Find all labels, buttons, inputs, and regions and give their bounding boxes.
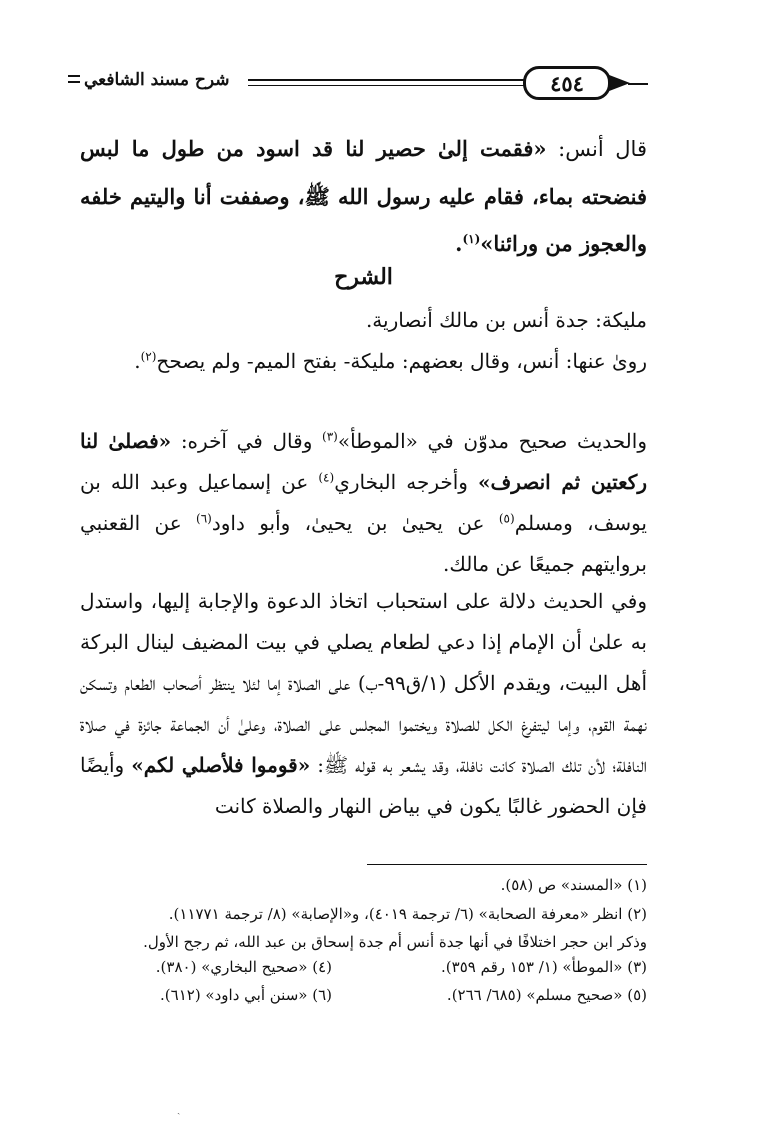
- running-header-title: شرح مسند الشافعي: [84, 70, 230, 90]
- p3-a: والحديث صحيح مدوّن في «الموطأ»: [337, 429, 647, 453]
- paragraph-2: [80, 341, 647, 382]
- hadith-text: [80, 125, 647, 267]
- footnote-2-continuation: وذكر ابن حجر اختلافًا في أنها جدة أنس أم جدة إسحاق بن عبد الله، ثم رجح الأول.: [143, 933, 647, 951]
- p3-d: عن إسماعيل وعبد الله بن يوسف، ومسلم: [80, 470, 647, 535]
- footnote-5: (٥) «صحيح مسلم» (٦٨٥/ ٢٦٦).: [446, 986, 647, 1004]
- paragraph-1-text: مليكة: جدة أنس بن مالك أنصارية.: [365, 308, 647, 332]
- footnote-separator: [367, 864, 647, 865]
- footnote-ref-4: (٤): [318, 470, 335, 485]
- paragraph-1: [80, 300, 647, 341]
- p3-e: عن يحيىٰ بن يحيىٰ، وأبو داود: [211, 511, 499, 535]
- footnote-1: (١) «المسند» ص (٥٨).: [500, 876, 647, 894]
- footnote-2: (٢) انظر «معرفة الصحابة» (٦/ ترجمة ٤٠١٩)، و«الإصابة» (٨/ ترجمة ١١٧٧١).: [168, 905, 647, 923]
- p3-c: وأخرجه البخاري: [334, 470, 478, 494]
- footnote-ref-2: (٢): [140, 349, 157, 364]
- paragraph-3: [80, 421, 647, 585]
- scan-speck: ˎ: [177, 1104, 181, 1115]
- section-heading: الشرح: [334, 264, 393, 290]
- p3-quote: «فصلىٰ لنا ركعتين ثم انصرف»: [80, 429, 647, 494]
- page-number: ٤٥٤: [523, 66, 611, 100]
- header-rule-left: [248, 79, 526, 81]
- p3-f: عن القعنبي بروايتهم جميعًا عن مالك.: [80, 511, 647, 576]
- footnote-ref-6: (٦): [196, 511, 212, 526]
- hadith-matn: «فقمت إلىٰ حصير لنا قد اسود من طول ما لبس فنضحته بماء، فقام عليه رسول الله ﷺ، وصففت أنا واليتيم خلفه والعجوز من ورائنا»: [80, 136, 647, 256]
- paragraph-4: [80, 581, 647, 827]
- p4-a: وفي الحديث دلالة على استحباب اتخاذ الدعوة والإجابة إليها، واستدل به علىٰ أن الإمام إذا دعي لطعام يصلي في بيت المضيف لينال البركة أهل البيت، ويقدم الأكل (١/ق٩٩-ب) على الصلاة إما لئلا ينتظر أصحاب الطعام وتسكن نهمة القوم، وإما ليتفرغ الكل للصلاة ويختموا المجلس على الصلاة، وعلىٰ أن الجماعة جائزة في صلاة النافلة؛ لأن تلك الصلاة كانت نافلة، وقد يشعر به قوله ﷺ:: [80, 589, 648, 777]
- p4-quote: «قوموا فلأصلي لكم»: [131, 753, 311, 777]
- header-rule-right: [628, 83, 648, 85]
- p4-b: وأيضًا فإن الحضور غالبًا يكون في بياض النهار والصلاة كانت: [80, 753, 647, 818]
- paragraph-2-text: رویٰ عنها: أنس، وقال بعضهم: مليكة- بفتح الميم- ولم يصحح: [156, 349, 647, 373]
- paragraph-2-end: .: [134, 349, 141, 373]
- header-rule-left-thin: [248, 85, 526, 86]
- footnote-ref-3: (٣): [322, 429, 338, 444]
- footnote-4: (٤) «صحيح البخاري» (٣٨٠).: [155, 958, 332, 976]
- footnote-ref-5: (٥): [498, 511, 515, 526]
- footnote-ref-1: (١): [462, 232, 481, 246]
- hadith-end: .: [455, 231, 463, 256]
- hadith-narrator: قال أنس:: [546, 137, 647, 161]
- footnote-6: (٦) «سنن أبي داود» (٦١٢).: [160, 986, 332, 1004]
- p3-b: وقال في آخره:: [171, 429, 322, 453]
- footnote-3: (٣) «الموطأ» (١/ ١٥٣ رقم ٣٥٩).: [441, 958, 647, 976]
